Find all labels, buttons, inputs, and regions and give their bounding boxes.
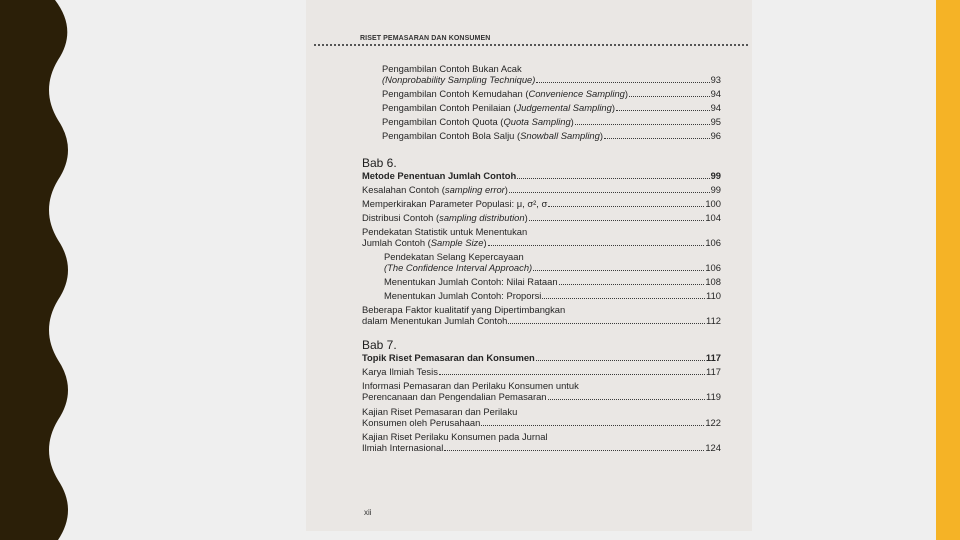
- toc-entry-ci: (The Confidence Interval Approach) 106: [384, 262, 721, 273]
- page-number: 100: [705, 198, 721, 209]
- toc-entry-sampling-error: Kesalahan Contoh (sampling error) 99: [362, 184, 721, 195]
- toc-entry-nonprob-italic: (Nonprobability Sampling Technique): [382, 74, 536, 85]
- scanned-book-page: [306, 0, 752, 531]
- toc-entry-study-line1: Kajian Riset Pemasaran dan Perilaku: [362, 406, 518, 417]
- leader-dots: [509, 192, 710, 193]
- toc-entry-mean: Menentukan Jumlah Contoh: Nilai Rataan 108: [384, 276, 721, 287]
- page-number: 99: [710, 184, 721, 195]
- leader-dots: [529, 220, 705, 221]
- toc-entry-statistical-line1: Pendekatan Statistik untuk Menentukan: [362, 226, 528, 237]
- running-head: RISET PEMASARAN DAN KONSUMEN: [360, 35, 491, 42]
- page-number: 108: [705, 276, 721, 287]
- toc-entry-journal-line1: Kajian Riset Perilaku Konsumen pada Jurnal: [362, 431, 548, 442]
- leader-dots: [536, 360, 705, 361]
- page-number: 93: [710, 74, 721, 85]
- leader-dots: [488, 245, 705, 246]
- page-number: 106: [705, 262, 721, 273]
- toc-entry-snowball: Pengambilan Contoh Bola Salju (Snowball Sampling) 96: [382, 130, 721, 141]
- page-number: 122: [705, 417, 721, 428]
- page-number: 117: [706, 366, 721, 377]
- page-number: 94: [710, 88, 721, 99]
- toc-entry-qualitative: dalam Menentukan Jumlah Contoh 112: [362, 315, 721, 326]
- leader-dots: [444, 450, 704, 451]
- leader-dots: [559, 284, 705, 285]
- leader-dots: [481, 425, 704, 426]
- leader-dots: [542, 298, 705, 299]
- page-number: 94: [710, 102, 721, 113]
- leader-dots: [575, 124, 710, 125]
- page-number: 99: [710, 170, 721, 181]
- chapter-title-bab6: Metode Penentuan Jumlah Contoh 99: [362, 170, 721, 181]
- page-number: 112: [706, 315, 721, 326]
- leader-dots: [533, 270, 704, 271]
- chapter-label-bab7: Bab 7.: [362, 338, 397, 352]
- toc-entry-nonprob: [382, 74, 721, 85]
- page-number: 106: [705, 237, 721, 248]
- toc-entry-convenience: Pengambilan Contoh Kemudahan (Convenience Sampling) 94: [382, 88, 721, 99]
- leader-dots: [517, 178, 709, 179]
- right-accent-band: [936, 0, 960, 540]
- leader-dots: [536, 82, 709, 83]
- toc-entry-study: Konsumen oleh Perusahaan 122: [362, 417, 721, 428]
- toc-entry-statistical: Jumlah Contoh (Sample Size) 106: [362, 237, 721, 248]
- page-number: 124: [705, 442, 721, 453]
- page-number: 104: [705, 212, 721, 223]
- leader-dots: [439, 374, 705, 375]
- page-number: 117: [705, 352, 721, 363]
- leader-dots: [508, 323, 705, 324]
- page-number: 96: [710, 130, 721, 141]
- toc-entry-journal: Ilmiah Internasional 124: [362, 442, 721, 453]
- toc-entry-judgemental: Pengambilan Contoh Penilaian (Judgemental Sampling) 94: [382, 102, 721, 113]
- page-folio: xii: [364, 508, 372, 517]
- toc-entry-parameter: Memperkirakan Parameter Populasi: μ, σ², σ 100: [362, 198, 721, 209]
- toc-entry-qualitative-line1: Beberapa Faktor kualitatif yang Dipertimbangkan: [362, 304, 566, 315]
- left-decorative-band: [0, 0, 78, 540]
- page-number: 95: [710, 116, 721, 127]
- toc-entry-thesis: Karya Ilmiah Tesis 117: [362, 366, 721, 377]
- toc-entry-info: Perencanaan dan Pengendalian Pemasaran 119: [362, 391, 721, 402]
- page-number: 110: [706, 290, 721, 301]
- header-dotted-rule: [314, 44, 748, 46]
- leader-dots: [604, 138, 710, 139]
- chapter-title-bab7: Topik Riset Pemasaran dan Konsumen 117: [362, 352, 721, 363]
- leader-dots: [548, 399, 706, 400]
- toc-entry-nonprob-line1: Pengambilan Contoh Bukan Acak: [382, 63, 522, 74]
- leader-dots: [616, 110, 710, 111]
- page-number: 119: [706, 391, 721, 402]
- leader-dots: [629, 96, 710, 97]
- toc-entry-proportion: Menentukan Jumlah Contoh: Proporsi 110: [384, 290, 721, 301]
- toc-entry-info-line1: Informasi Pemasaran dan Perilaku Konsumen untuk: [362, 380, 579, 391]
- leader-dots: [548, 206, 704, 207]
- toc-entry-quota: Pengambilan Contoh Quota (Quota Sampling) 95: [382, 116, 721, 127]
- toc-entry-ci-line1: Pendekatan Selang Kepercayaan: [384, 251, 524, 262]
- chapter-label-bab6: Bab 6.: [362, 156, 397, 170]
- wavy-edge-shape: [0, 0, 68, 540]
- toc-entry-distribution: Distribusi Contoh (sampling distribution) 104: [362, 212, 721, 223]
